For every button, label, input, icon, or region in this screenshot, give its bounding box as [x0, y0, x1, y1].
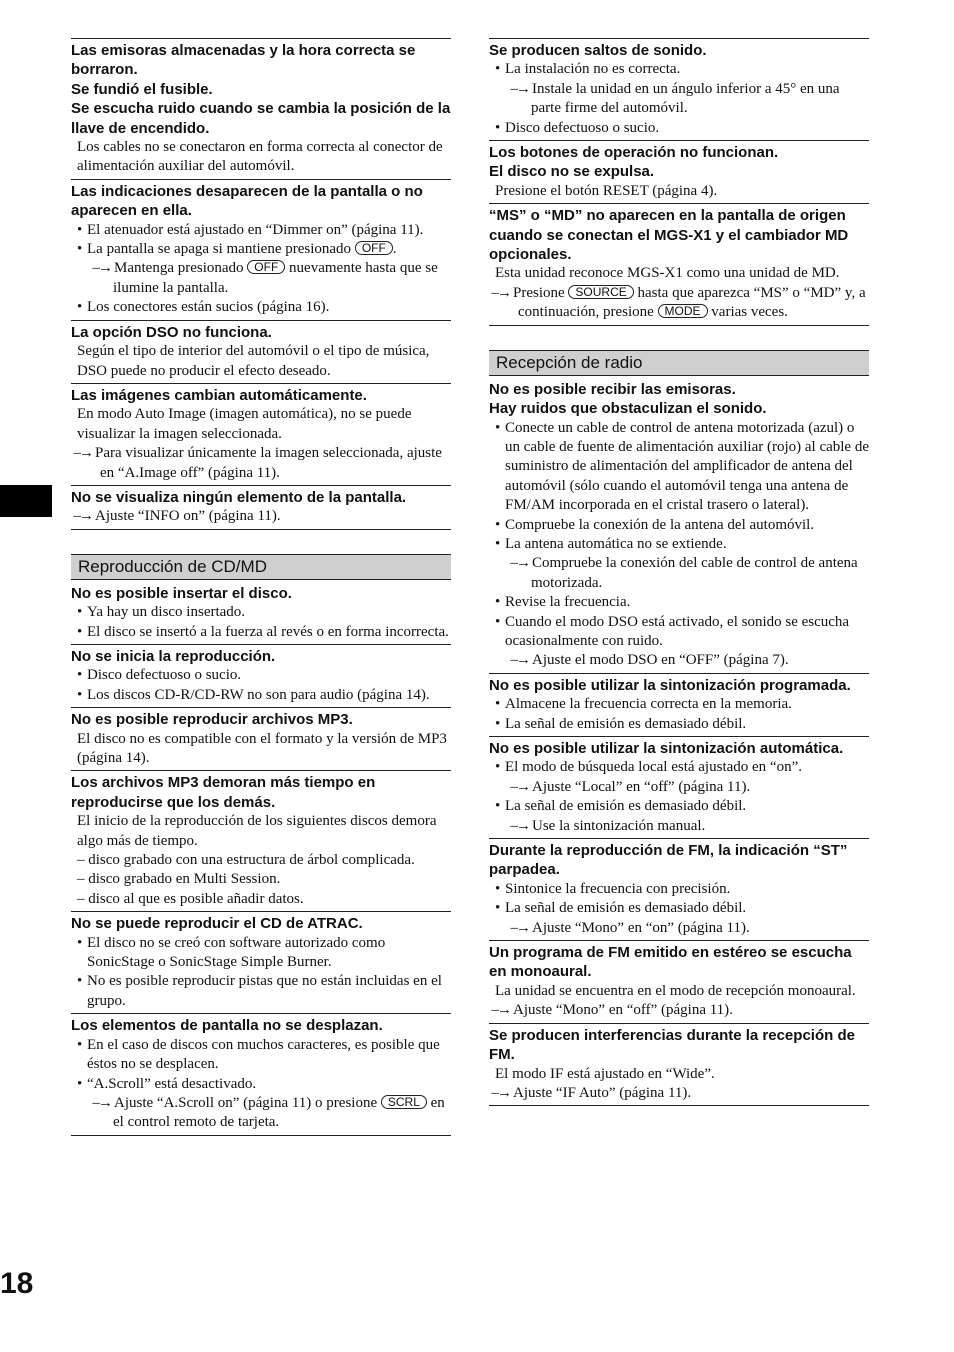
- mode-key-label: MODE: [658, 304, 708, 318]
- arrow-right-icon: –→: [510, 555, 529, 572]
- dash-item: – disco grabado con una estructura de árbol complicada.: [77, 852, 415, 869]
- side-thumb-tab: [0, 485, 52, 517]
- bullet-item: • Sintonice la frecuencia con precisión.: [495, 880, 731, 897]
- bullet-item: • Ya hay un disco insertado.: [77, 604, 246, 621]
- issue-heading: “MS” o “MD” no aparecen en la pantalla de origen cuando se conectan el MGS-X1 y el cambiador MD opcionales.: [489, 207, 849, 264]
- remedy-item: –→ Ajuste “Mono” en “on” (página 11).: [489, 919, 869, 938]
- bullet-item: • La instalación no es correcta.: [495, 61, 681, 78]
- bullet-item: • Los conectores están sucios (página 16).: [77, 299, 330, 316]
- issue-heading: Durante la reproducción de FM, la indicación “ST” parpadea.: [489, 842, 848, 879]
- issue-atrac: [71, 911, 451, 1013]
- bullet-item: • “A.Scroll” está desactivado.: [77, 1075, 257, 1092]
- issue-images-change: [71, 383, 451, 485]
- remedy-item: –→ Ajuste “Mono” en “off” (página 11).: [489, 1001, 869, 1020]
- issue-no-reception: [489, 380, 869, 673]
- issue-ms-md-not-shown: [489, 203, 869, 325]
- issue-heading: Se escucha ruido cuando se cambia la posición de la llave de encendido.: [71, 100, 451, 137]
- bullet-item: • Cuando el modo DSO está activado, el sonido se escucha ocasionalmente con ruido.: [495, 613, 850, 649]
- dash-item: – disco al que es posible añadir datos.: [77, 890, 304, 907]
- bullet-item: • El modo de búsqueda local está ajustado en “on”.: [495, 759, 802, 776]
- issue-text: El modo IF está ajustado en “Wide”.: [495, 1065, 715, 1082]
- arrow-right-icon: –→: [510, 652, 529, 669]
- issue-st-flashes: [489, 838, 869, 940]
- issue-stations-erased: [71, 38, 451, 179]
- remedy-item: –→ Ajuste “A.Scroll on” (página 11) o presione SCRL en el control remoto de tarjeta.: [71, 1094, 451, 1133]
- issue-text: La unidad se encuentra en el modo de recepción monoaural.: [495, 982, 856, 999]
- issue-no-scroll: [71, 1013, 451, 1135]
- issue-text: Presione el botón RESET (página 4).: [495, 182, 718, 199]
- arrow-right-icon: –→: [73, 508, 92, 525]
- bullet-item: • Los discos CD-R/CD-RW no son para audio (página 14).: [77, 686, 430, 703]
- remedy-item: –→ Instale la unidad en un ángulo inferior a 45° en una parte firme del automóvil.: [489, 80, 869, 119]
- issue-heading: No es posible recibir las emisoras.: [489, 380, 736, 398]
- remedy-item: –→ Ajuste “IF Auto” (página 11).: [489, 1084, 869, 1103]
- arrow-right-icon: –→: [510, 778, 529, 795]
- issue-auto-tuning: [489, 736, 869, 838]
- issue-heading: El disco no se expulsa.: [489, 163, 655, 181]
- issue-heading: No es posible utilizar la sintonización automática.: [489, 740, 844, 757]
- bullet-item: • Revise la frecuencia.: [495, 594, 631, 611]
- issue-heading: Hay ruidos que obstaculizan el sonido.: [489, 400, 767, 418]
- bullet-item: • El disco se insertó a la fuerza al revés o en forma incorrecta.: [77, 623, 449, 640]
- issue-heading: Las indicaciones desaparecen de la pantalla o no aparecen en ella.: [71, 182, 423, 220]
- bullet-item: • La antena automática no se extiende.: [495, 535, 727, 552]
- issue-heading: No se puede reproducir el CD de ATRAC.: [71, 915, 363, 933]
- bullet-item: • No es posible reproducir pistas que no están incluidas en el grupo.: [77, 973, 442, 1009]
- issue-display-disappears: [71, 179, 451, 320]
- left-column: [71, 38, 451, 1136]
- right-column: [489, 38, 869, 1106]
- issue-text: Según el tipo de interior del automóvil o el tipo de música, DSO puede no producir el efecto deseado.: [77, 343, 430, 379]
- remedy-item: –→ Compruebe la conexión del cable de control de antena motorizada.: [489, 554, 869, 593]
- arrow-right-icon: –→: [92, 260, 111, 277]
- bullet-item: • El atenuador está ajustado en “Dimmer on” (página 11).: [77, 221, 424, 238]
- issue-stereo-mono: [489, 940, 869, 1023]
- issue-dso: [71, 320, 451, 383]
- arrow-right-icon: –→: [73, 445, 92, 462]
- issue-heading: Las imágenes cambian automáticamente.: [71, 386, 367, 404]
- dash-item: – disco grabado en Multi Session.: [77, 871, 281, 888]
- issue-text: El disco no es compatible con el formato y la versión de MP3 (página 14).: [77, 730, 447, 766]
- page-number: 18: [0, 1267, 34, 1300]
- arrow-right-icon: –→: [510, 80, 529, 97]
- issue-heading: No se visualiza ningún elemento de la pantalla.: [71, 488, 407, 506]
- issue-heading: Las emisoras almacenadas y la hora correcta se borraron.: [71, 42, 416, 79]
- scrl-key-label: SCRL: [381, 1095, 427, 1109]
- bullet-item: • Almacene la frecuencia correcta en la memoria.: [495, 696, 792, 713]
- arrow-right-icon: –→: [491, 284, 510, 301]
- issue-buttons-not-work: [489, 140, 869, 203]
- issue-heading: No es posible insertar el disco.: [71, 584, 292, 602]
- section-heading-radio: Recepción de radio: [489, 350, 869, 376]
- arrow-right-icon: –→: [491, 1084, 510, 1101]
- bullet-item: • Conecte un cable de control de antena motorizada (azul) o un cable de fuente de alimentación auxiliar (rojo) al cable de suministro de alimentación del amplificador de antena del automóvil (sólo cuando el automóvil tenga una antena de FM/AM incorporada en el cristal trasero o lateral).: [495, 419, 869, 514]
- bullet-item: • En el caso de discos con muchos caracteres, es posible que éstos no se desplacen.: [77, 1036, 440, 1073]
- remedy-item: –→ Ajuste “INFO on” (página 11).: [71, 507, 451, 526]
- bullet-item: • La señal de emisión es demasiado débil.: [495, 798, 747, 815]
- bullet-item: • La señal de emisión es demasiado débil.: [495, 900, 747, 917]
- issue-text: Los cables no se conectaron en forma correcta al conector de alimentación auxiliar del automóvil.: [77, 139, 443, 175]
- issue-heading: No es posible utilizar la sintonización programada.: [489, 676, 851, 694]
- remedy-item: –→ Use la sintonización manual.: [489, 817, 869, 836]
- issue-heading: No se inicia la reproducción.: [71, 647, 276, 665]
- source-key-label: SOURCE: [568, 285, 633, 299]
- issue-heading: Un programa de FM emitido en estéreo se escucha en monoaural.: [489, 944, 852, 981]
- issue-playback-not-start: [71, 644, 451, 707]
- issue-heading: Se fundió el fusible.: [71, 80, 213, 98]
- bullet-item: • Disco defectuoso o sucio.: [495, 119, 660, 136]
- issue-nothing-displayed: [71, 485, 451, 530]
- issue-heading: Se producen saltos de sonido.: [489, 42, 707, 59]
- remedy-item: –→ Ajuste “Local” en “off” (página 11).: [489, 778, 869, 797]
- bullet-item: • Disco defectuoso o sucio.: [77, 667, 242, 684]
- section-heading-cd-md: Reproducción de CD/MD: [71, 554, 451, 580]
- remedy-item: –→ Presione SOURCE hasta que aparezca “MS” o “MD” y, a continuación, presione MODE varias veces.: [489, 284, 869, 323]
- issue-heading: La opción DSO no funciona.: [71, 323, 272, 341]
- issue-heading: Los archivos MP3 demoran más tiempo en reproducirse que los demás.: [71, 774, 376, 811]
- bullet-item: • El disco no se creó con software autorizado como SonicStage o SonicStage Simple Burner.: [77, 934, 386, 971]
- issue-cannot-insert: [71, 584, 451, 644]
- issue-text: Esta unidad reconoce MGS-X1 como una unidad de MD.: [495, 265, 840, 282]
- bullet-item: • La pantalla se apaga si mantiene presionado OFF .: [77, 241, 397, 258]
- bullet-item: • Compruebe la conexión de la antena del automóvil.: [495, 516, 815, 533]
- issue-text: El inicio de la reproducción de los siguientes discos demora algo más de tiempo.: [77, 813, 437, 849]
- arrow-right-icon: –→: [510, 919, 529, 936]
- off-key-label: OFF: [355, 241, 393, 255]
- bullet-item: • La señal de emisión es demasiado débil.: [495, 715, 747, 732]
- arrow-right-icon: –→: [491, 1002, 510, 1019]
- issue-mp3-not-play: [71, 707, 451, 770]
- remedy-item: –→ Mantenga presionado OFF nuevamente hasta que se ilumine la pantalla.: [71, 259, 451, 298]
- issue-heading: Se producen interferencias durante la recepción de FM.: [489, 1026, 855, 1064]
- issue-heading: No es posible reproducir archivos MP3.: [71, 711, 353, 729]
- issue-heading: Los elementos de pantalla no se desplazan.: [71, 1017, 383, 1035]
- arrow-right-icon: –→: [92, 1094, 111, 1111]
- issue-sound-skips: [489, 38, 869, 140]
- issue-mp3-slow: [71, 770, 451, 911]
- remedy-item: –→ Ajuste el modo DSO en “OFF” (página 7).: [489, 651, 869, 670]
- issue-heading: Los botones de operación no funcionan.: [489, 144, 779, 162]
- remedy-item: –→ Para visualizar únicamente la imagen seleccionada, ajuste en “A.Image off” (página 11).: [71, 444, 451, 483]
- issue-text: En modo Auto Image (imagen automática), no se puede visualizar la imagen seleccionada.: [77, 406, 412, 442]
- issue-preset-tuning: [489, 673, 869, 736]
- issue-fm-interference: [489, 1023, 869, 1107]
- off-key-label: OFF: [247, 260, 285, 274]
- arrow-right-icon: –→: [510, 817, 529, 834]
